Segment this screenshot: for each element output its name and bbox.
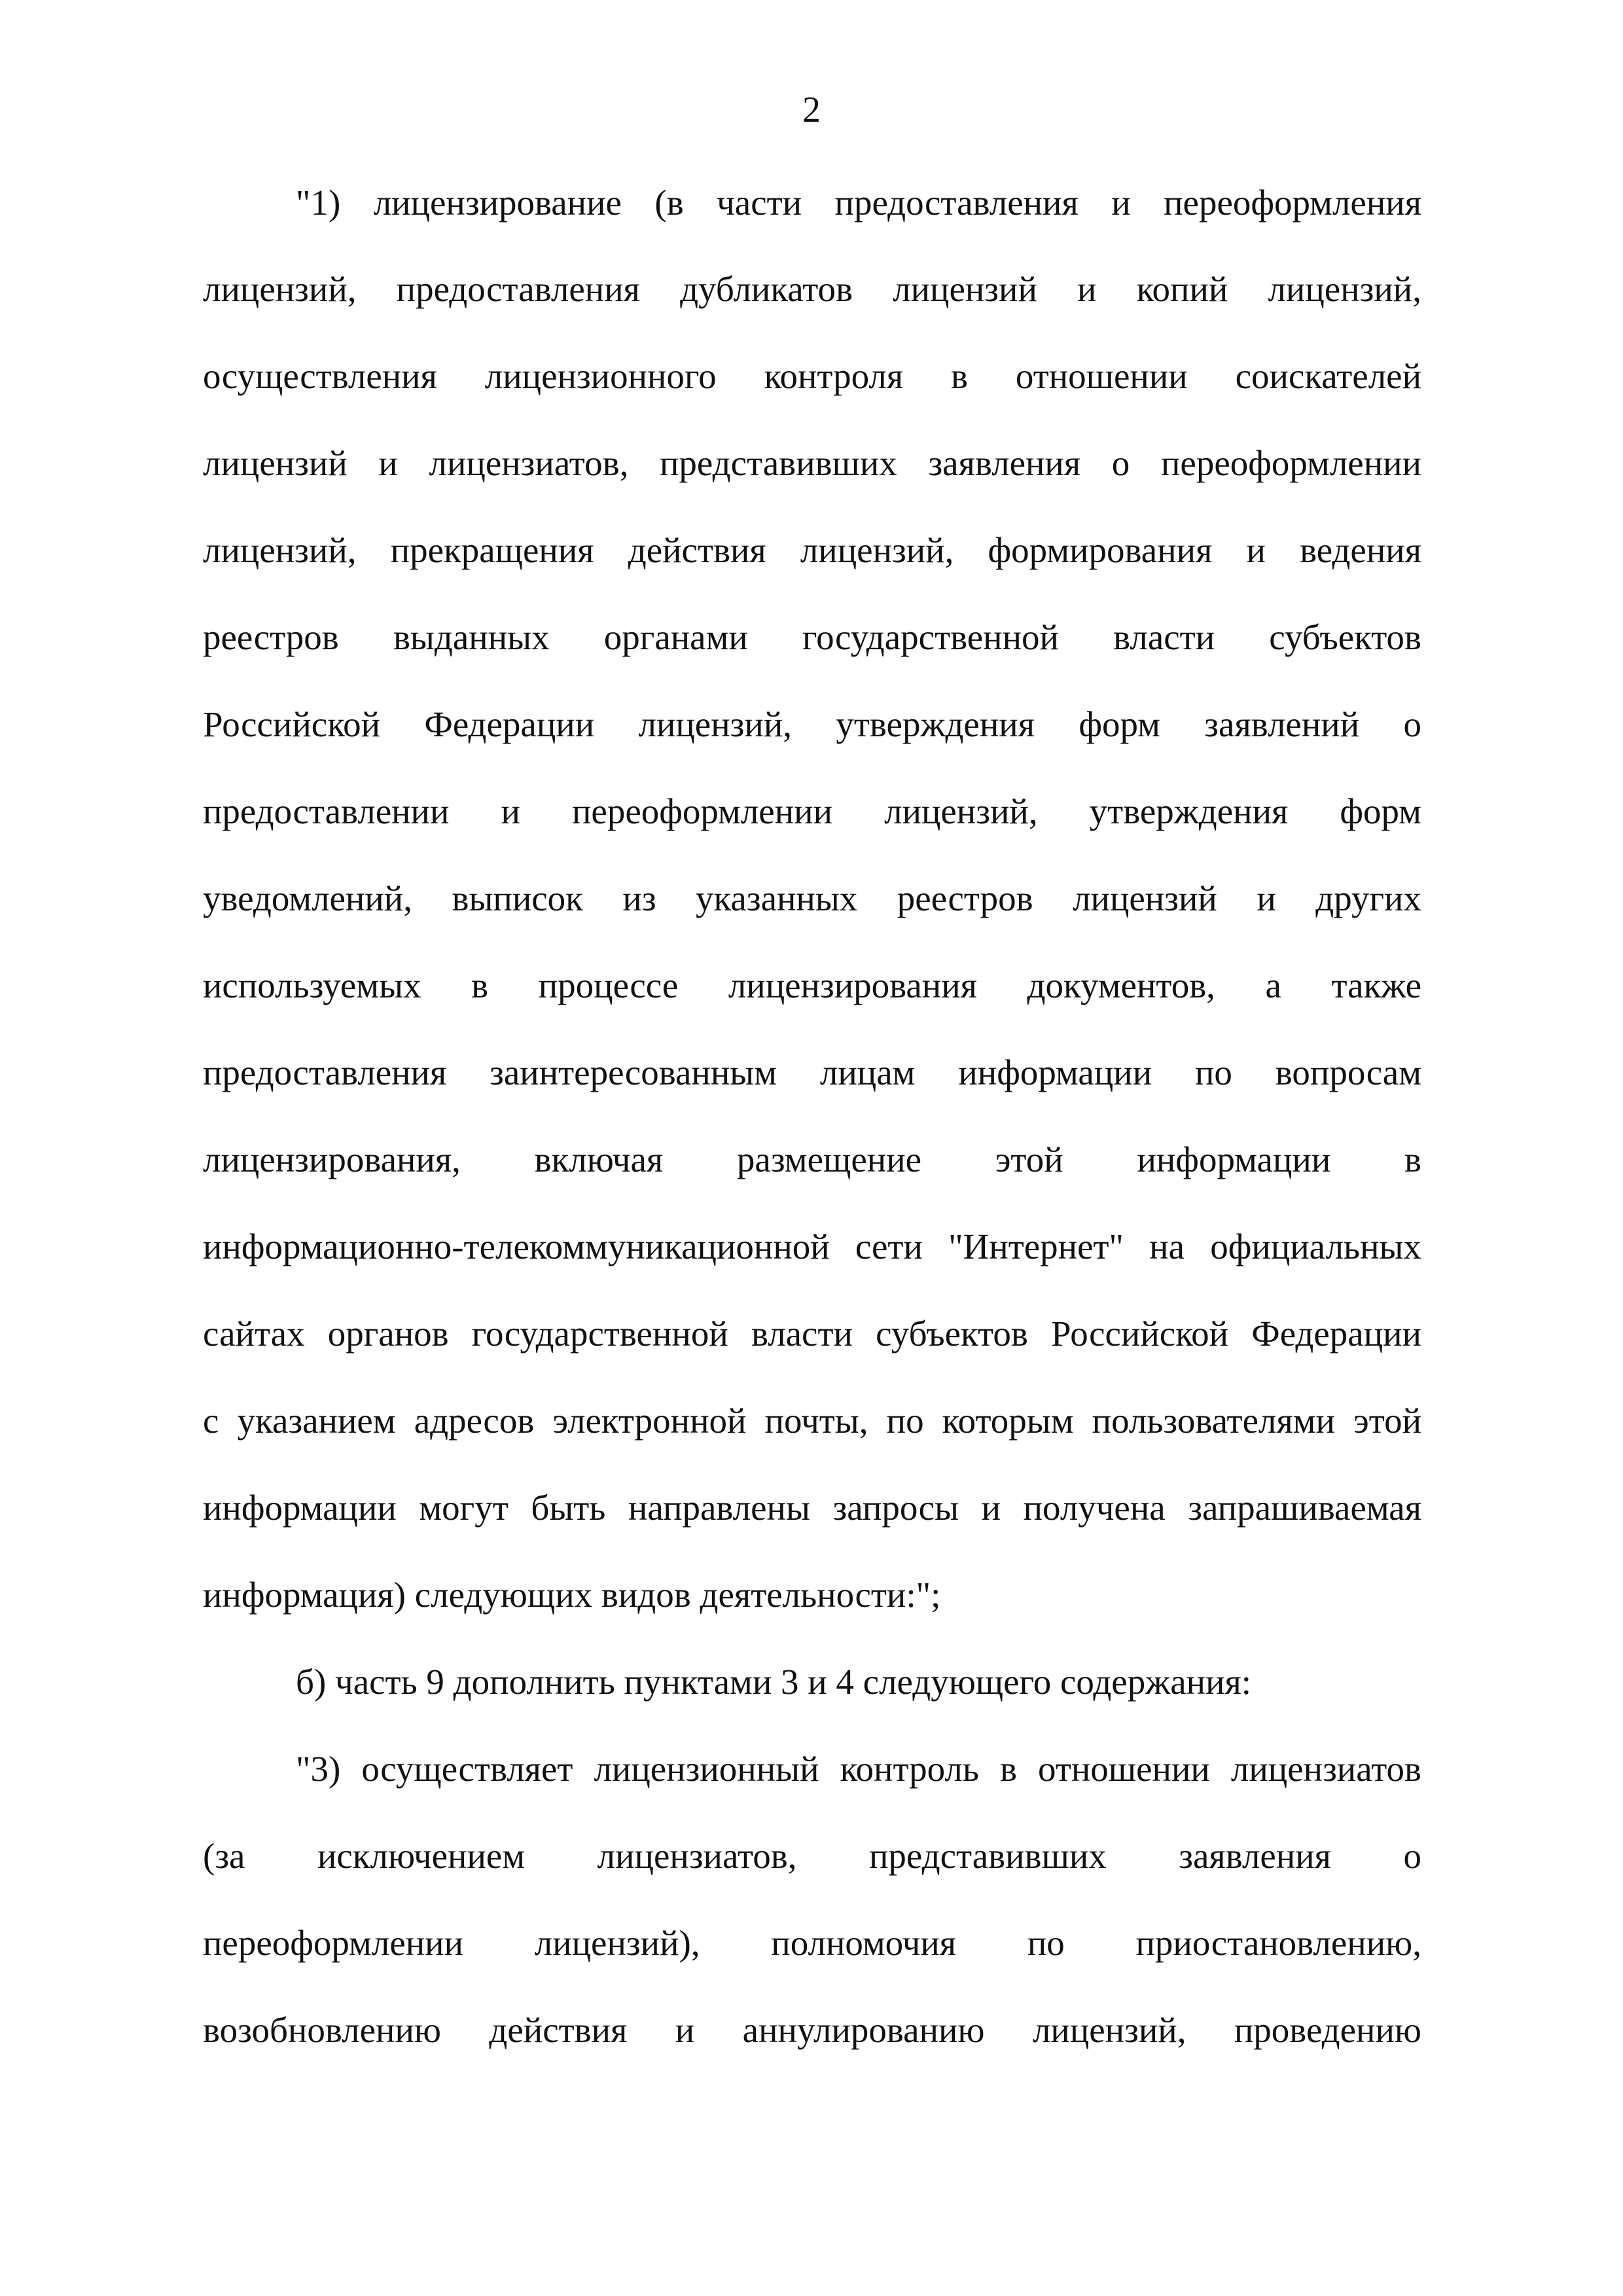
text-line-14: сайтах органов государственной власти субъектов Российской Федерации [203, 1314, 1421, 1354]
text-line-21: переоформлении лицензий), полномочия по приостановлению, [203, 1923, 1421, 1963]
text-line-4: лицензий и лицензиатов, представивших заявления о переоформлении [203, 443, 1421, 483]
text-line-6: реестров выданных органами государственной власти субъектов [203, 617, 1421, 657]
text-line-11: предоставления заинтересованным лицам информации по вопросам [203, 1052, 1421, 1092]
text-line-20: (за исключением лицензиатов, представивших заявления о [203, 1836, 1421, 1876]
text-line-2: лицензий, предоставления дубликатов лицензий и копий лицензий, [203, 269, 1421, 309]
text-line-1: "1) лицензирование (в части предоставления и переоформления [296, 183, 1421, 223]
text-line-8: предоставлении и переоформлении лицензий, утверждения форм [203, 791, 1421, 831]
text-line-17: информация) следующих видов деятельности:"; [203, 1575, 941, 1615]
text-line-18: б) часть 9 дополнить пунктами 3 и 4 следующего содержания: [296, 1662, 1252, 1702]
text-line-19: "3) осуществляет лицензионный контроль в отношении лицензиатов [296, 1749, 1421, 1789]
text-line-9: уведомлений, выписок из указанных реестров лицензий и других [203, 878, 1421, 918]
text-line-13: информационно-телекоммуникационной сети "Интернет" на официальных [203, 1227, 1421, 1266]
text-line-10: используемых в процессе лицензирования документов, а также [203, 965, 1421, 1005]
text-line-22: возобновлению действия и аннулированию лицензий, проведению [203, 2010, 1421, 2050]
text-line-7: Российской Федерации лицензий, утверждения форм заявлений о [203, 704, 1421, 744]
text-line-5: лицензий, прекращения действия лицензий, формирования и ведения [203, 530, 1421, 570]
page-number: 2 [802, 90, 821, 130]
text-line-3: осуществления лицензионного контроля в отношении соискателей [203, 356, 1421, 396]
text-line-12: лицензирования, включая размещение этой информации в [203, 1139, 1421, 1179]
text-line-15: с указанием адресов электронной почты, по которым пользователями этой [203, 1401, 1421, 1441]
text-line-16: информации могут быть направлены запросы и получена запрашиваемая [203, 1488, 1421, 1528]
